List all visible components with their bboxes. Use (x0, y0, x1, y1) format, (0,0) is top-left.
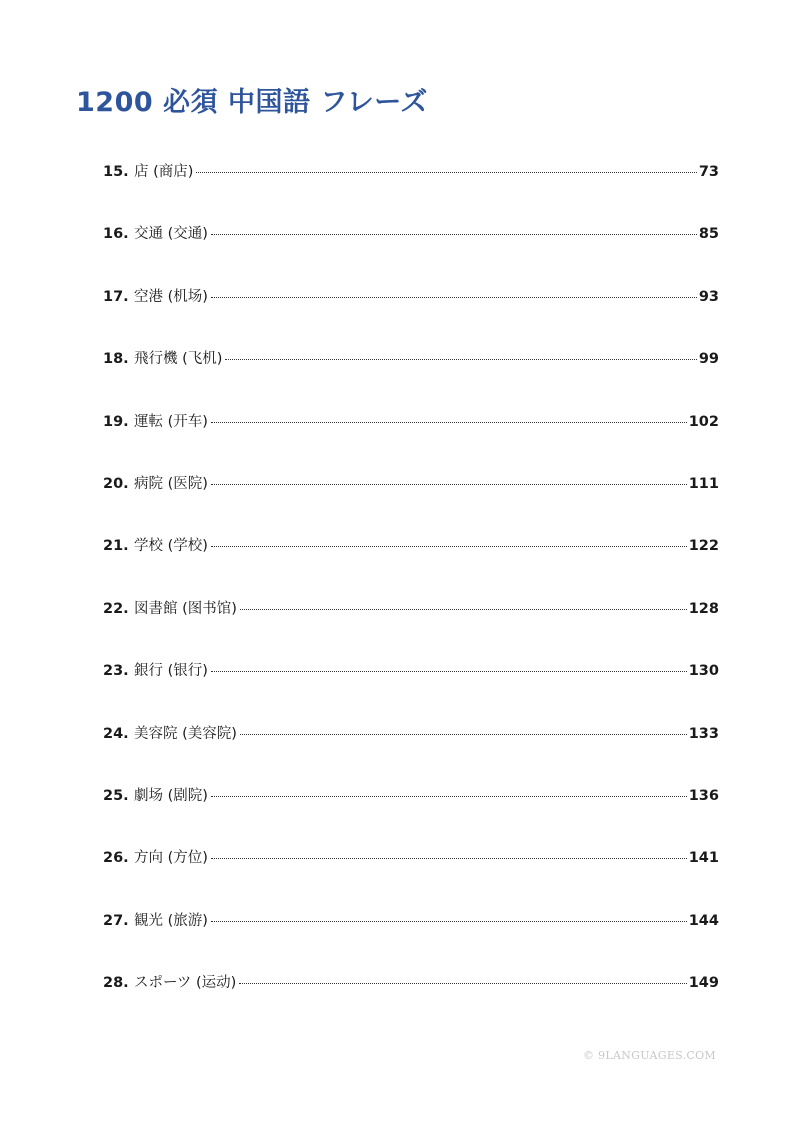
toc-dot-leader (211, 297, 697, 298)
toc-dot-leader (211, 484, 687, 485)
toc-entry-label: 銀行 (银行) (134, 663, 208, 680)
toc-entry-number: 28. (103, 975, 129, 992)
toc-entry-number: 15. (103, 164, 129, 180)
toc-entry-page-number: 73 (698, 164, 719, 180)
toc-entry-label: 劇场 (剧院) (134, 787, 208, 804)
toc-entry[interactable] (103, 160, 719, 222)
toc-entry-label: 美容院 (美容院) (134, 725, 237, 742)
toc-entry-page-number: 99 (698, 351, 719, 368)
toc-entry-label: 病院 (医院) (134, 475, 208, 492)
toc-dot-leader (239, 983, 686, 984)
toc-entry[interactable] (103, 597, 719, 659)
toc-entry[interactable] (103, 222, 719, 284)
toc-entry-page-number: 130 (688, 663, 719, 680)
toc-entry[interactable] (103, 410, 719, 472)
toc-dot-leader (211, 796, 687, 797)
toc-entry[interactable] (103, 534, 719, 596)
toc-entry-number: 19. (103, 413, 129, 430)
toc-entry[interactable] (103, 971, 719, 1033)
toc-entry-page-number: 141 (688, 850, 719, 867)
toc-entry-number: 22. (103, 600, 129, 617)
toc-dot-leader (211, 671, 687, 672)
toc-entry-page-number: 111 (688, 475, 719, 492)
toc-dot-leader (211, 546, 687, 547)
toc-entry-number: 16. (103, 226, 129, 243)
toc-entry-page-number: 122 (688, 538, 719, 555)
toc-entry[interactable] (103, 347, 719, 409)
toc-dot-leader (240, 609, 687, 610)
toc-entry-number: 21. (103, 538, 129, 555)
toc-dot-leader (211, 858, 687, 859)
copyright-watermark: © 9LANGUAGES.COM (583, 1049, 716, 1062)
toc-entry-label: 店 (商店) (134, 164, 194, 180)
toc-dot-leader (211, 921, 687, 922)
toc-entry-number: 23. (103, 663, 129, 680)
toc-entry-label: スポーツ (运动) (134, 975, 237, 992)
toc-entry-page-number: 133 (688, 725, 719, 742)
toc-dot-leader (211, 234, 697, 235)
toc-dot-leader (225, 359, 696, 360)
toc-entry-number: 24. (103, 725, 129, 742)
toc-entry[interactable] (103, 722, 719, 784)
toc-entry[interactable] (103, 846, 719, 908)
toc-entry[interactable] (103, 909, 719, 971)
toc-entry-number: 27. (103, 912, 129, 929)
toc-dot-leader (196, 172, 696, 173)
toc-entry-label: 運転 (开车) (134, 413, 208, 430)
toc-entry[interactable] (103, 784, 719, 846)
toc-entry-page-number: 128 (688, 600, 719, 617)
toc-entry[interactable] (103, 285, 719, 347)
toc-dot-leader (240, 734, 687, 735)
toc-entry-number: 25. (103, 787, 129, 804)
toc-entry-page-number: 144 (688, 912, 719, 929)
page-title: 1200 必須 中国語 フレーズ (76, 87, 428, 118)
toc-dot-leader (211, 422, 687, 423)
toc-entry-page-number: 136 (688, 787, 719, 804)
table-of-contents (103, 160, 719, 1033)
toc-entry-page-number: 85 (698, 226, 719, 243)
toc-entry-page-number: 102 (688, 413, 719, 430)
toc-entry-label: 学校 (学校) (134, 538, 208, 555)
toc-entry-page-number: 149 (688, 975, 719, 992)
toc-entry[interactable] (103, 472, 719, 534)
toc-entry-label: 方向 (方位) (134, 850, 208, 867)
toc-entry-label: 観光 (旅游) (134, 912, 208, 929)
toc-entry-label: 交通 (交通) (134, 226, 208, 243)
toc-entry-number: 18. (103, 351, 129, 368)
toc-entry-number: 17. (103, 288, 129, 305)
toc-entry-label: 飛行機 (飞机) (134, 351, 223, 368)
toc-entry-number: 26. (103, 850, 129, 867)
toc-entry-label: 図書館 (图书馆) (134, 600, 237, 617)
toc-entry-number: 20. (103, 475, 129, 492)
toc-entry-label: 空港 (机场) (134, 288, 208, 305)
toc-entry-page-number: 93 (698, 288, 719, 305)
toc-entry[interactable] (103, 659, 719, 721)
